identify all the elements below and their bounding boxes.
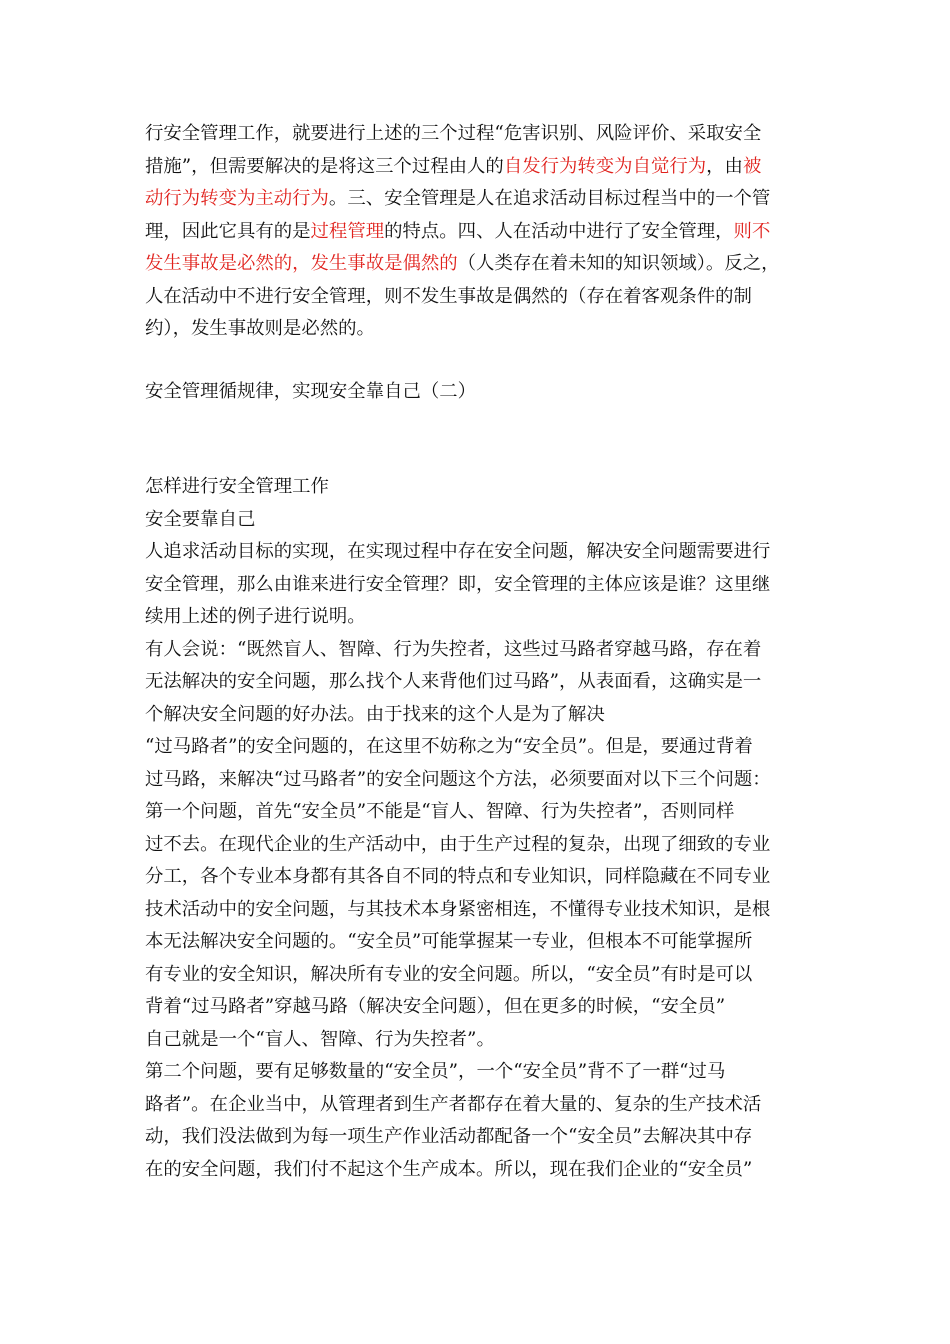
text-run: ，由 xyxy=(706,155,743,177)
paragraph-management-subject xyxy=(145,536,805,634)
text-line xyxy=(145,248,805,281)
text-line: 技术活动中的安全问题，与其技术本身紧密相连，不懂得专业技术知识，是根 xyxy=(145,898,771,920)
paragraph-safety-summary xyxy=(145,118,805,346)
text-line: 个解决安全问题的好办法。由于找来的这个人是为了解决 xyxy=(145,703,605,725)
text-line: 路者”。在企业当中，从管理者到生产者都存在着大量的、复杂的生产技术活 xyxy=(145,1093,762,1115)
text-run: 。三、安全管理是人在追求活动目标过程当中的一个管 xyxy=(328,188,771,209)
text-run: 措施”，但需要解决的是将这三个过程由人的 xyxy=(145,155,504,177)
text-line: 有人会说：“既然盲人、智障、行为失控者，这些过马路者穿越马路，存在着 xyxy=(145,638,762,660)
text-line: “过马路者”的安全问题的，在这里不妨称之为“安全员”。但是，要通过背着 xyxy=(145,736,753,757)
text-line: 分工，各个专业本身都有其各自不同的特点和专业知识，同样隐藏在不同专业 xyxy=(145,866,771,887)
text-line: 续用上述的例子进行说明。 xyxy=(145,606,366,627)
text-line xyxy=(145,216,805,249)
text-line: 自己就是一个“盲人、智障、行为失控者”。 xyxy=(145,1028,495,1050)
text-line: 过不去。在现代企业的生产活动中，由于生产过程的复杂，出现了细致的专业 xyxy=(145,833,771,855)
highlighted-text: 过程管理 xyxy=(310,220,385,242)
text-line: 动，我们没法做到为每一项生产作业活动都配备一个“安全员”去解决其中存 xyxy=(145,1126,753,1147)
text-line xyxy=(145,183,805,216)
paragraph-second-problem xyxy=(145,1056,805,1186)
text-run: （人类存在着未知的知识领域）。反之， xyxy=(457,253,780,274)
highlighted-text: 则不 xyxy=(733,220,771,242)
text-line: 人在活动中不进行安全管理，则不发生事故是偶然的（存在着客观条件的制 xyxy=(145,285,752,307)
text-run: 的特点。四、人在活动中进行了安全管理， xyxy=(384,220,734,242)
text-line: 有专业的安全知识，解决所有专业的安全问题。所以，“安全员”有时是可以 xyxy=(145,963,753,985)
text-line: 约），发生事故则是必然的。 xyxy=(145,318,375,339)
text-line: 安全管理，那么由谁来进行安全管理？即，安全管理的主体应该是谁？这里继 xyxy=(145,573,771,595)
highlighted-text: 自发行为转变为自觉行为 xyxy=(503,155,707,177)
highlighted-text: 被 xyxy=(742,155,762,177)
text-line: 人追求活动目标的实现，在实现过程中存在安全问题，解决安全问题需要进行 xyxy=(145,541,771,562)
text-line: 在的安全问题，我们付不起这个生产成本。所以，现在我们企业的“安全员” xyxy=(145,1158,753,1180)
text-line xyxy=(145,151,805,184)
spacer xyxy=(145,408,805,471)
paragraph-first-problem xyxy=(145,634,805,1057)
heading-how-to-manage: 怎样进行安全管理工作 xyxy=(145,476,329,497)
highlighted-text: 动行为转变为主动行为 xyxy=(145,188,329,209)
document-page xyxy=(145,118,805,1186)
spacer xyxy=(145,346,805,376)
heading-rely-on-self: 安全要靠自己 xyxy=(145,508,256,530)
text-line: 本无法解决安全问题的。“安全员”可能掌握某一专业，但根本不可能掌握所 xyxy=(145,931,753,952)
text-run: 理，因此它具有的是 xyxy=(145,220,311,242)
text-line: 第二个问题，要有足够数量的“安全员”，一个“安全员”背不了一群“过马 xyxy=(145,1061,726,1082)
section-title: 安全管理循规律，实现安全靠自己（二） xyxy=(145,380,477,402)
text-line: 第一个问题，首先“安全员”不能是“盲人、智障、行为失控者”，否则同样 xyxy=(145,801,735,822)
text-line: 行安全管理工作，就要进行上述的三个过程“危害识别、风险评价、采取安全 xyxy=(145,123,762,144)
text-line: 背着“过马路者”穿越马路（解决安全问题），但在更多的时候，“安全员” xyxy=(145,996,726,1017)
text-line: 过马路，来解决“过马路者”的安全问题这个方法，必须要面对以下三个问题： xyxy=(145,768,771,790)
text-line: 无法解决的安全问题，那么找个人来背他们过马路”，从表面看，这确实是一 xyxy=(145,671,762,692)
highlighted-text: 发生事故是必然的，发生事故是偶然的 xyxy=(145,253,458,274)
